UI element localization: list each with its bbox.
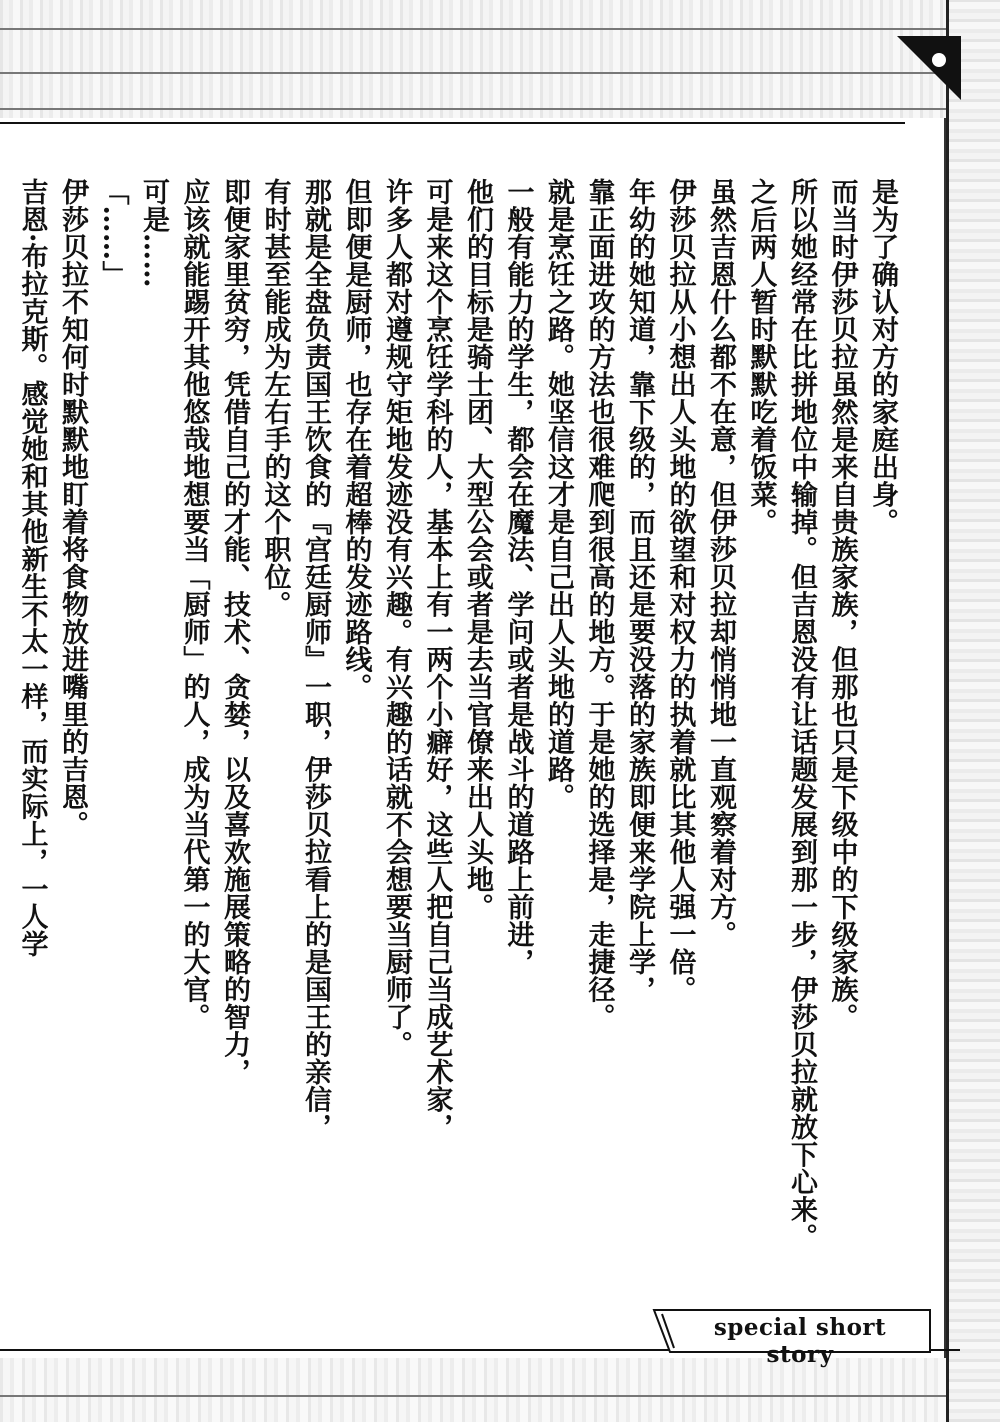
wood-seam — [0, 28, 1000, 30]
text-line: 即便家里贫穷，凭借自己的才能、技术、贪婪，以及喜欢施展策略的智力， — [219, 178, 250, 1086]
text-line: 应该就能踢开其他悠哉地想要当「厨师」的人，成为当代第一的大官。 — [178, 178, 210, 1031]
ribbon-label: special short story — [713, 1314, 887, 1368]
text-line: 那就是全盘负责国王饮食的『宫廷厨师』一职，伊莎贝拉看上的是国王的亲信， — [300, 178, 331, 1141]
wood-seam — [0, 1395, 1000, 1397]
special-short-story-ribbon — [650, 1308, 935, 1368]
text-line: 之后两人暂时默默吃着饭菜。 — [745, 178, 777, 536]
text-line: 有时甚至能成为左右手的这个职位。 — [259, 178, 291, 618]
text-line: 所以她经常在比拼地位中输掉。但吉恩没有让话题发展到那一步，伊莎贝拉就放下心来。 — [786, 178, 817, 1251]
wood-seam — [0, 72, 1000, 74]
wood-seam — [0, 108, 1000, 110]
panel-border-top — [0, 122, 905, 124]
wood-background-right — [946, 0, 1000, 1422]
text-line: 是为了确认对方的家庭出身。 — [867, 178, 898, 536]
text-line: 但即便是厨师，也存在着超棒的发迹路线。 — [340, 178, 372, 701]
corner-ornament-icon — [895, 22, 975, 102]
text-line: 可是来这个烹饪学科的人，基本上有一两个小癖好，这些人把自己当成艺术家， — [421, 178, 453, 1141]
text-line: 许多人都对遵规守矩地发迹没有兴趣。有兴趣的话就不会想要当厨师了。 — [381, 178, 412, 1058]
story-text — [16, 178, 902, 1318]
text-line: 可是…… — [138, 178, 169, 288]
text-line: 年幼的她知道，靠下级的，而且还是要没落的家族即便来学院上学， — [624, 178, 655, 1003]
text-line: 他们的目标是骑士团、大型公会或者是去当官僚来出人头地。 — [462, 178, 493, 921]
text-line: 吉恩·布拉克斯。感觉她和其他新生不太一样，而实际上，一人学 — [16, 178, 48, 958]
text-line: 伊莎贝拉不知何时默默地盯着将食物放进嘴里的吉恩。 — [57, 178, 88, 838]
text-line: 「……」 — [97, 178, 129, 288]
text-line: 就是烹饪之路。她坚信这才是自己出人头地的道路。 — [543, 178, 574, 811]
text-line: 而当时伊莎贝拉虽然是来自贵族家族，但那也只是下级中的下级家族。 — [826, 178, 858, 1031]
text-line: 靠正面进攻的方法也很难爬到很高的地方。于是她的选择是，走捷径。 — [583, 178, 615, 1031]
text-line: 一般有能力的学生，都会在魔法、学问或者是战斗的道路上前进， — [502, 178, 534, 976]
text-line: 伊莎贝拉从小想出人头地的欲望和对权力的执着就比其他人强一倍。 — [664, 178, 696, 1003]
text-line: 虽然吉恩什么都不在意，但伊莎贝拉却悄悄地一直观察着对方。 — [705, 178, 736, 948]
